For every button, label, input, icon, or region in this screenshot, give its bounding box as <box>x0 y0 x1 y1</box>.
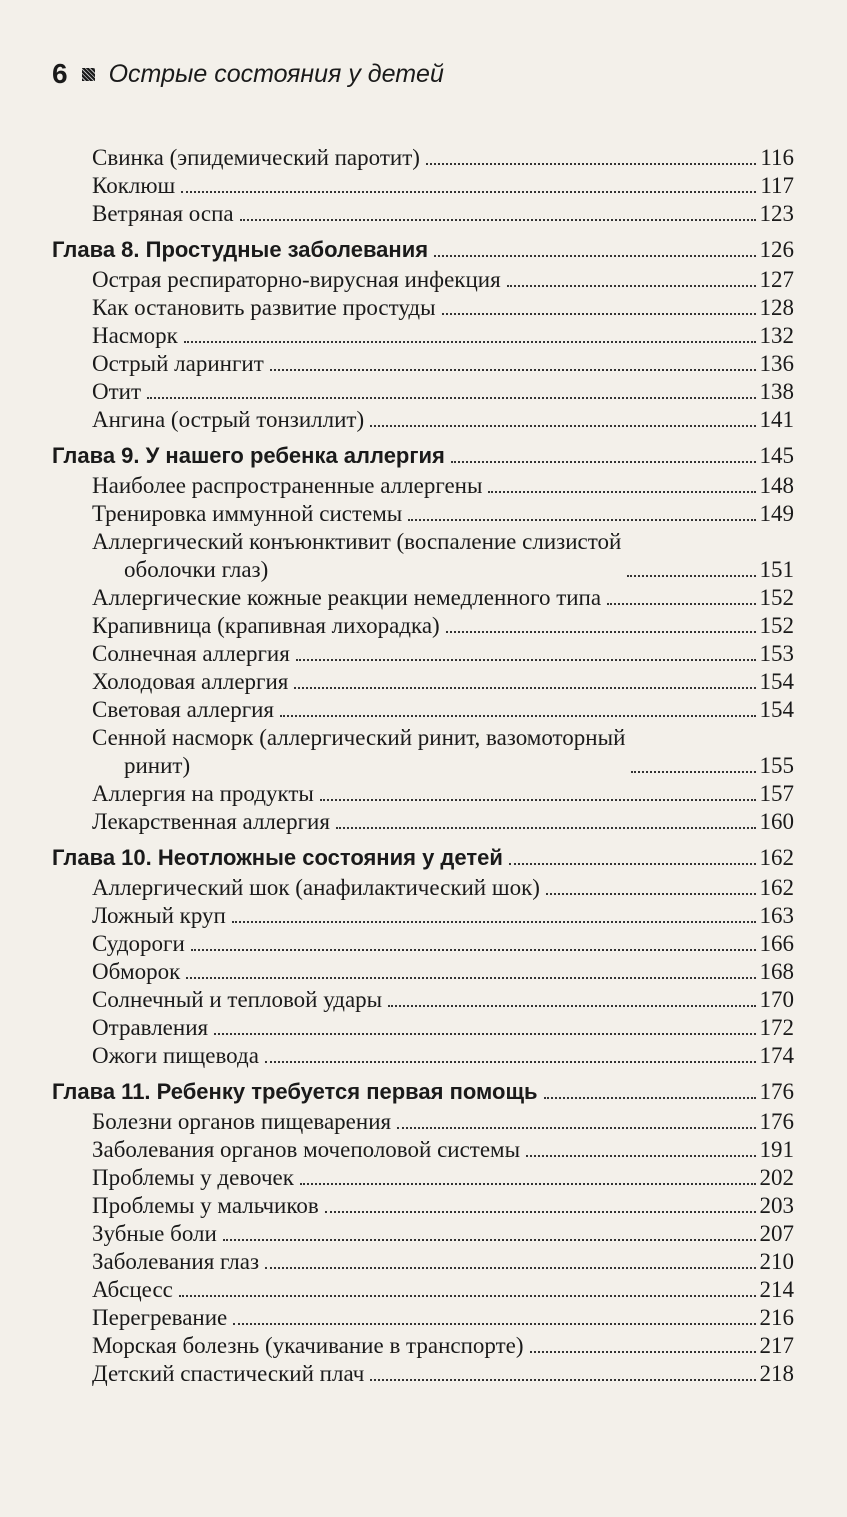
toc-entry-title: Зубные боли <box>92 1221 217 1246</box>
toc-entry[interactable] <box>52 500 794 528</box>
toc-entry[interactable] <box>52 528 794 584</box>
dot-leader <box>214 1033 755 1035</box>
toc-entry-title: Болезни органов пищеварения <box>92 1109 392 1134</box>
square-separator-icon <box>82 68 95 81</box>
dot-leader <box>181 191 756 193</box>
toc-entry-title: Насморк <box>92 323 178 348</box>
toc-page-number: 141 <box>759 407 794 432</box>
toc-chapter[interactable] <box>52 1078 794 1106</box>
dot-leader <box>296 659 756 661</box>
dot-leader <box>186 977 755 979</box>
toc-entry[interactable] <box>52 668 794 696</box>
toc-entry[interactable] <box>52 322 794 350</box>
dot-leader <box>240 219 756 221</box>
toc-entry[interactable] <box>52 986 794 1014</box>
toc-entry-title: Крапивница (крапивная лихорадка) <box>92 613 440 638</box>
toc-entry-title: Аллергический шок (анафилактический шок) <box>92 875 540 900</box>
dot-leader <box>426 163 756 165</box>
toc-page-number: 210 <box>759 1249 794 1274</box>
dot-leader <box>336 827 756 829</box>
toc-entry[interactable] <box>52 1014 794 1042</box>
page-header <box>52 58 444 90</box>
toc-entry[interactable] <box>52 958 794 986</box>
toc-page-number: 217 <box>759 1333 794 1358</box>
dot-leader <box>265 1267 755 1269</box>
toc-entry[interactable] <box>52 266 794 294</box>
dot-leader <box>488 491 755 493</box>
toc-page-number: 168 <box>759 959 794 984</box>
toc-entry-title: Свинка (эпидемический паротит) <box>92 145 420 170</box>
toc-page-number: 151 <box>759 557 794 582</box>
dot-leader <box>507 285 756 287</box>
toc-entry-title: Солнечная аллергия <box>92 641 290 666</box>
dot-leader <box>300 1183 756 1185</box>
toc-chapter-title: Глава 11. Ребенку требуется первая помощь <box>52 1079 538 1104</box>
dot-leader <box>147 397 755 399</box>
dot-leader <box>631 771 755 773</box>
toc-page-number: 176 <box>759 1109 794 1134</box>
toc-entry[interactable] <box>52 200 794 228</box>
toc-page-number: 154 <box>759 697 794 722</box>
dot-leader <box>397 1127 755 1129</box>
toc-entry[interactable] <box>52 1304 794 1332</box>
toc-page-number: 152 <box>759 585 794 610</box>
dot-leader <box>191 949 756 951</box>
toc-page-number: 174 <box>759 1043 794 1068</box>
toc-entry-title: Коклюш <box>92 173 176 198</box>
toc-page-number: 138 <box>759 379 794 404</box>
toc-entry[interactable] <box>52 1220 794 1248</box>
toc-entry-title: Ожоги пищевода <box>92 1043 259 1068</box>
toc-entry[interactable] <box>52 724 794 780</box>
dot-leader <box>530 1351 756 1353</box>
dot-leader <box>388 1005 755 1007</box>
toc-chapter-title: Глава 10. Неотложные состояния у детей <box>52 845 503 870</box>
toc-entry-title: Острый ларингит <box>92 351 264 376</box>
toc-entry[interactable] <box>52 1192 794 1220</box>
dot-leader <box>265 1061 756 1063</box>
toc-entry[interactable] <box>52 640 794 668</box>
toc-entry[interactable] <box>52 1042 794 1070</box>
toc-page-number: 145 <box>759 443 794 468</box>
toc-entry-title-line1: Аллергический конъюнктивит (воспаление слизистой <box>92 529 622 554</box>
toc-entry[interactable] <box>52 696 794 724</box>
toc-entry[interactable] <box>52 1108 794 1136</box>
dot-leader <box>509 863 756 865</box>
dot-leader <box>544 1097 756 1099</box>
page-number: 6 <box>52 58 68 89</box>
toc-entry-title: Детский спастический плач <box>92 1361 365 1386</box>
toc-entry-title: Аллергические кожные реакции немедленного типа <box>92 585 602 610</box>
toc-entry-title: Наиболее распространенные аллергены <box>92 473 483 498</box>
dot-leader <box>223 1239 756 1241</box>
toc-page-number: 166 <box>759 931 794 956</box>
toc-page-number: 148 <box>759 473 794 498</box>
dot-leader <box>184 341 756 343</box>
toc-page-number: 154 <box>759 669 794 694</box>
toc-page-number: 170 <box>759 987 794 1012</box>
toc-page-number: 162 <box>759 845 794 870</box>
dot-leader <box>451 461 756 463</box>
dot-leader <box>370 1379 755 1381</box>
toc-entry[interactable] <box>52 406 794 434</box>
toc-entry[interactable] <box>52 780 794 808</box>
toc-entry[interactable] <box>52 902 794 930</box>
toc-entry-title: Судороги <box>92 931 185 956</box>
toc-entry-title: Аллергия на продукты <box>92 781 314 806</box>
toc-entry-title: Заболевания органов мочеполовой системы <box>92 1137 521 1162</box>
toc-entry-title: Тренировка иммунной системы <box>92 501 403 526</box>
toc-entry-title: Проблемы у девочек <box>92 1165 294 1190</box>
toc-entry-title: Отит <box>92 379 142 404</box>
toc-entry-title: Ветряная оспа <box>92 201 234 226</box>
toc-page-number: 117 <box>760 173 794 198</box>
toc-entry-title: Ангина (острый тонзиллит) <box>92 407 365 432</box>
toc-page-number: 203 <box>759 1193 794 1218</box>
dot-leader <box>627 575 755 577</box>
toc-page-number: 157 <box>759 781 794 806</box>
toc-entry[interactable] <box>52 172 794 200</box>
table-of-contents <box>52 144 794 1388</box>
toc-page-number: 191 <box>759 1137 794 1162</box>
toc-entry-title: Обморок <box>92 959 181 984</box>
toc-page-number: 202 <box>759 1165 794 1190</box>
toc-entry[interactable] <box>52 144 794 172</box>
toc-entry-title-line2: оболочки глаз) <box>124 557 269 582</box>
toc-page-number: 136 <box>759 351 794 376</box>
toc-entry-title: Заболевания глаз <box>92 1249 260 1274</box>
toc-entry-title: Морская болезнь (укачивание в транспорте) <box>92 1333 524 1358</box>
toc-page-number: 126 <box>759 237 794 262</box>
toc-entry-title: Холодовая аллергия <box>92 669 289 694</box>
toc-page-number: 149 <box>759 501 794 526</box>
toc-page-number: 214 <box>759 1277 794 1302</box>
toc-entry-title <box>92 528 621 584</box>
dot-leader <box>270 369 756 371</box>
running-title: Острые состояния у детей <box>108 59 444 88</box>
toc-page-number: 155 <box>759 753 794 778</box>
toc-page-number: 152 <box>759 613 794 638</box>
toc-entry-title: Как остановить развитие простуды <box>92 295 436 320</box>
toc-entry-title: Проблемы у мальчиков <box>92 1193 319 1218</box>
dot-leader <box>408 519 755 521</box>
toc-chapter-title: Глава 9. У нашего ребенка аллергия <box>52 443 445 468</box>
toc-entry[interactable] <box>52 294 794 322</box>
toc-chapter[interactable] <box>52 442 794 470</box>
dot-leader <box>325 1211 756 1213</box>
toc-chapter[interactable] <box>52 236 794 264</box>
toc-page-number: 153 <box>759 641 794 666</box>
dot-leader <box>607 603 755 605</box>
toc-page-number: 207 <box>759 1221 794 1246</box>
dot-leader <box>179 1295 756 1297</box>
toc-page-number: 176 <box>759 1079 794 1104</box>
toc-entry-title: Световая аллергия <box>92 697 275 722</box>
toc-entry[interactable] <box>52 1248 794 1276</box>
toc-entry-title: Перегревание <box>92 1305 228 1330</box>
toc-entry[interactable] <box>52 1276 794 1304</box>
toc-page-number: 132 <box>759 323 794 348</box>
toc-entry[interactable] <box>52 1164 794 1192</box>
toc-page-number: 127 <box>759 267 794 292</box>
toc-entry[interactable] <box>52 612 794 640</box>
dot-leader <box>294 687 755 689</box>
dot-leader <box>370 425 755 427</box>
toc-entry-title-line2: ринит) <box>124 753 191 778</box>
toc-entry[interactable] <box>52 1332 794 1360</box>
toc-entry-title <box>92 724 625 780</box>
toc-page-number: 172 <box>759 1015 794 1040</box>
dot-leader <box>434 255 755 257</box>
toc-page-number: 123 <box>759 201 794 226</box>
toc-page-number: 160 <box>759 809 794 834</box>
toc-entry[interactable] <box>52 874 794 902</box>
dot-leader <box>546 893 756 895</box>
toc-entry[interactable] <box>52 378 794 406</box>
toc-entry[interactable] <box>52 808 794 836</box>
dot-leader <box>526 1155 755 1157</box>
toc-entry-title: Ложный круп <box>92 903 226 928</box>
dot-leader <box>233 1323 755 1325</box>
toc-page-number: 163 <box>759 903 794 928</box>
toc-chapter-title: Глава 8. Простудные заболевания <box>52 237 429 262</box>
toc-entry-title: Лекарственная аллергия <box>92 809 330 834</box>
toc-entry[interactable] <box>52 930 794 958</box>
dot-leader <box>442 313 756 315</box>
toc-entry[interactable] <box>52 1136 794 1164</box>
dot-leader <box>446 631 756 633</box>
toc-entry[interactable] <box>52 350 794 378</box>
toc-entry[interactable] <box>52 584 794 612</box>
dot-leader <box>320 799 756 801</box>
toc-entry[interactable] <box>52 1360 794 1388</box>
toc-entry[interactable] <box>52 472 794 500</box>
toc-page-number: 162 <box>759 875 794 900</box>
toc-entry-title: Острая респираторно-вирусная инфекция <box>92 267 501 292</box>
toc-entry-title: Абсцесс <box>92 1277 173 1302</box>
toc-entry-title: Солнечный и тепловой удары <box>92 987 383 1012</box>
toc-page-number: 128 <box>759 295 794 320</box>
toc-page-number: 218 <box>759 1361 794 1386</box>
toc-page-number: 216 <box>759 1305 794 1330</box>
toc-chapter[interactable] <box>52 844 794 872</box>
dot-leader <box>232 921 756 923</box>
toc-page-number: 116 <box>760 145 794 170</box>
toc-entry-title-line1: Сенной насморк (аллергический ринит, вазомоторный <box>92 725 626 750</box>
dot-leader <box>280 715 755 717</box>
toc-entry-title: Отравления <box>92 1015 209 1040</box>
